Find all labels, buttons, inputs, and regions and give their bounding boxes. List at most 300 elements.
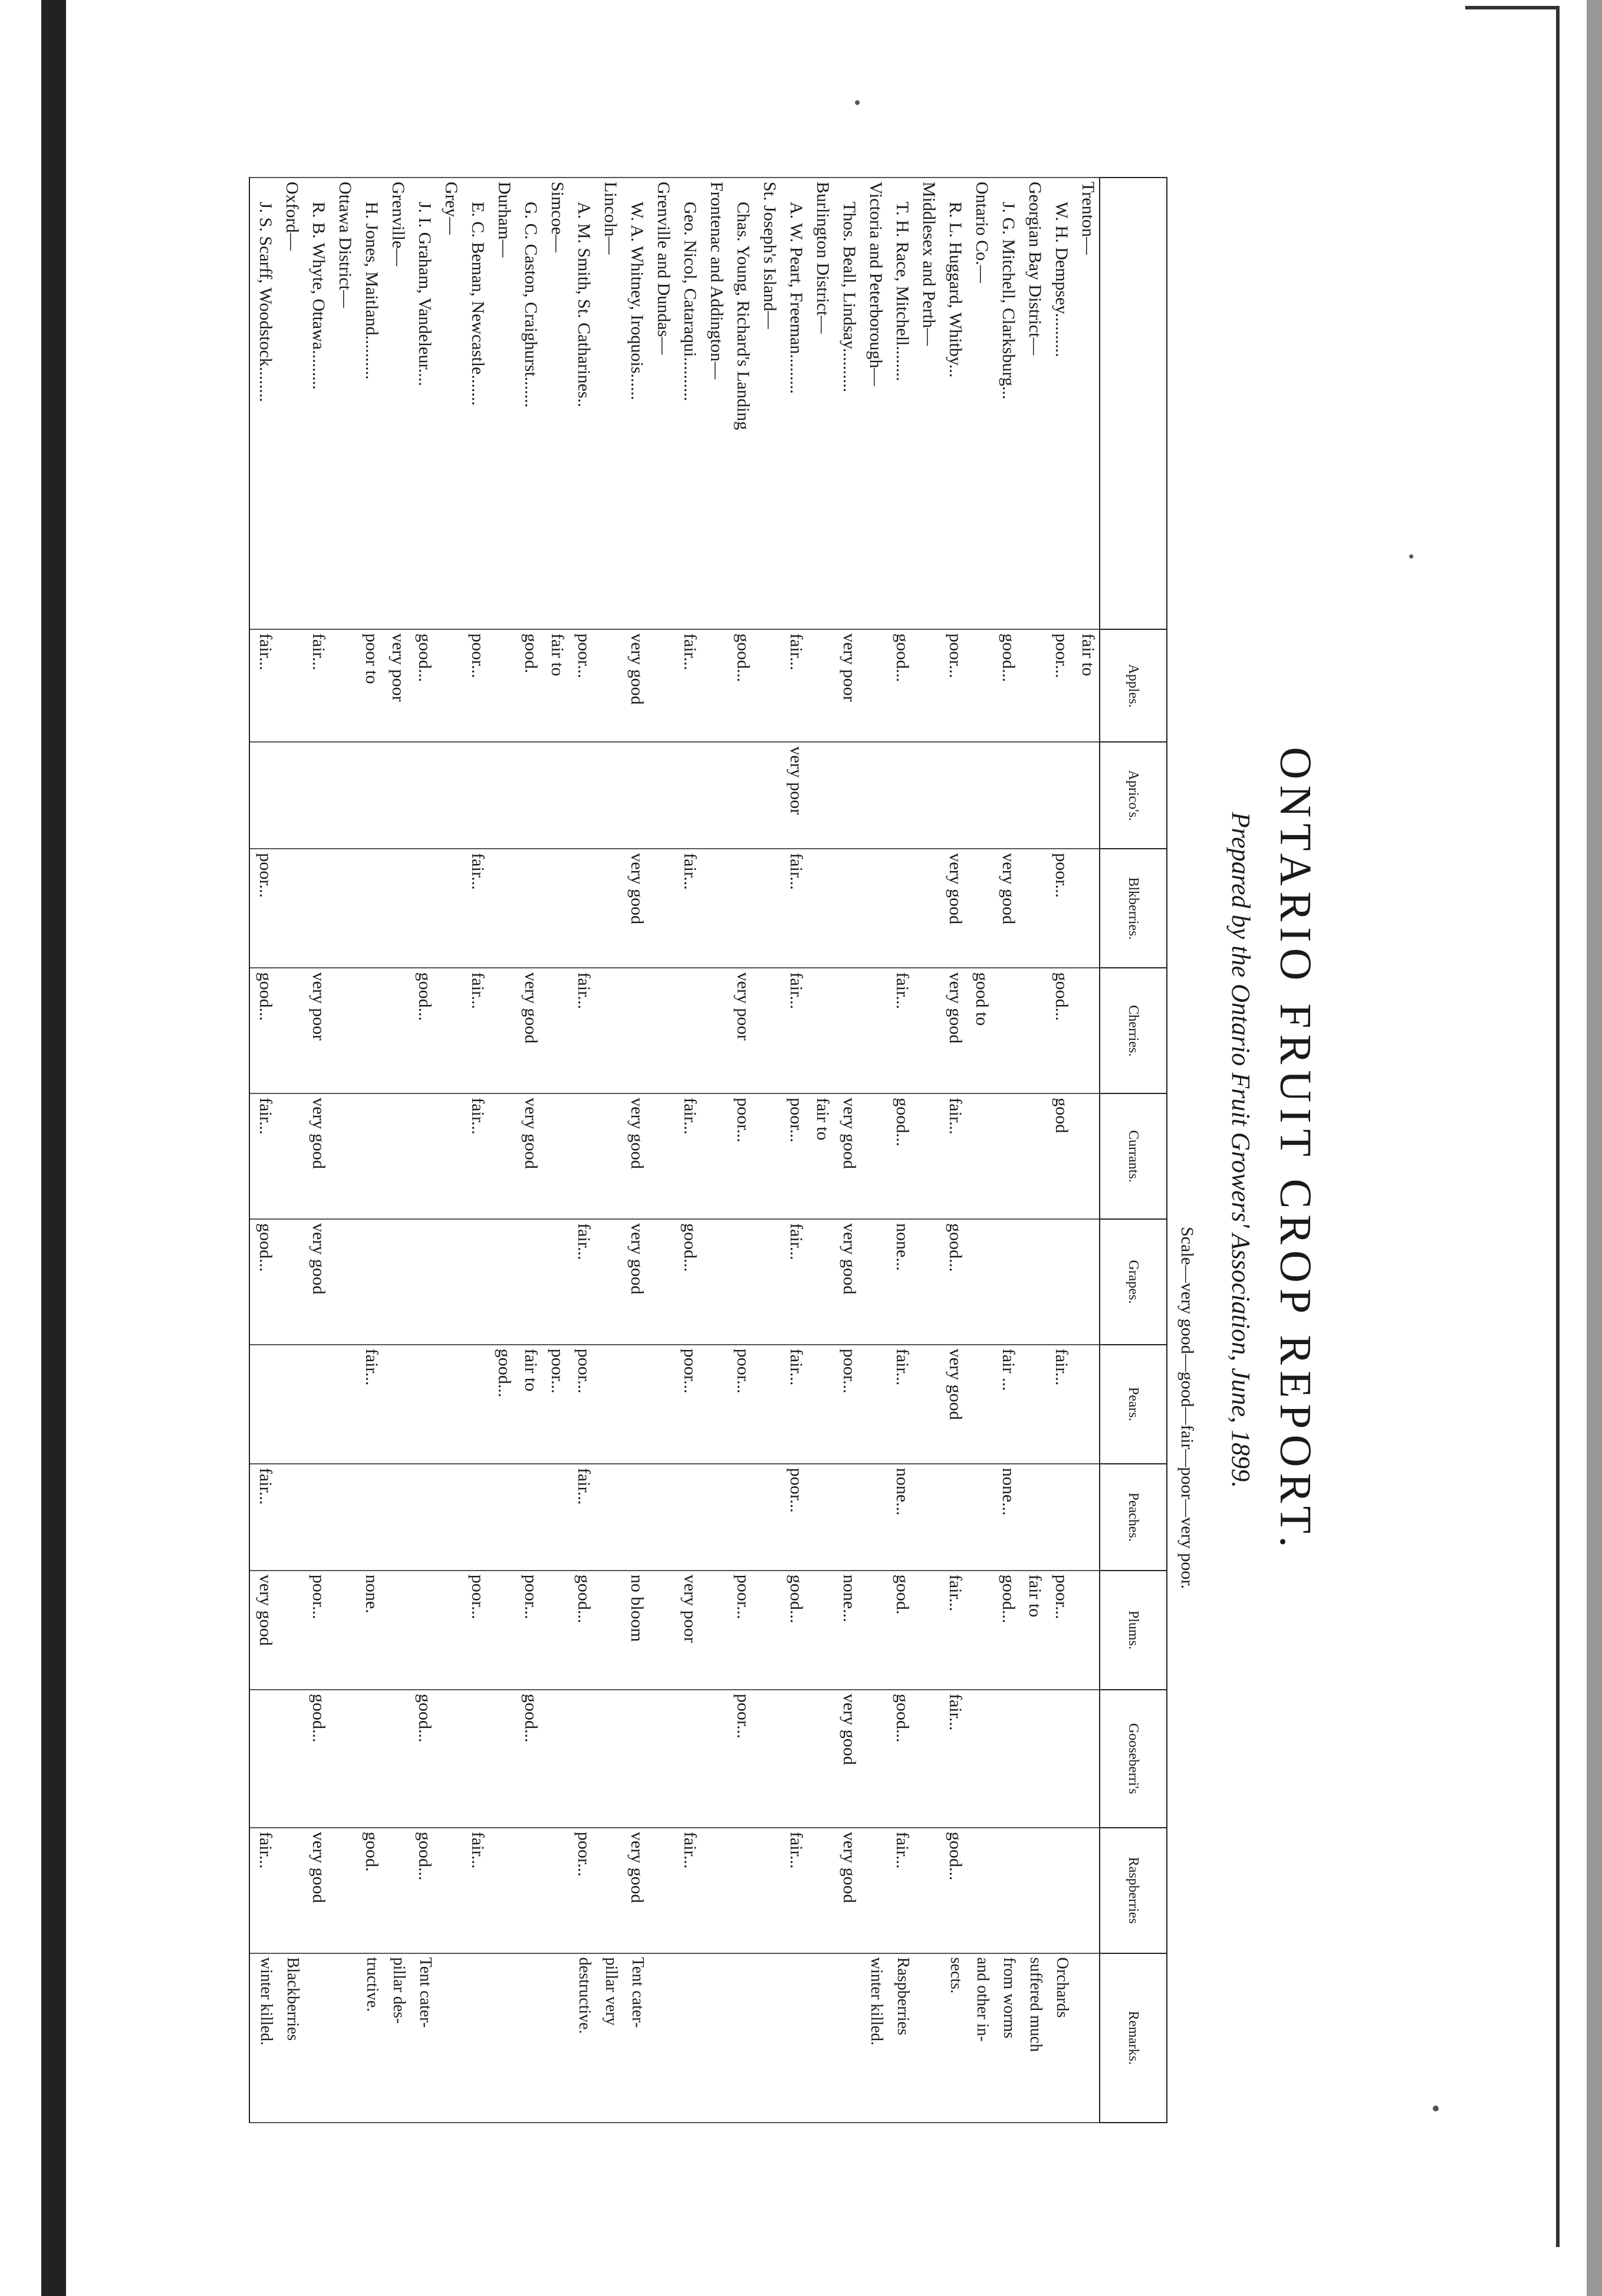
rating-cell [595, 1464, 621, 1571]
table-row [489, 178, 515, 2123]
rating-cell: very good [834, 1093, 860, 1219]
rating-cell: very poor [728, 968, 754, 1093]
rating-cell [754, 1828, 781, 1953]
rating-cell [409, 1219, 436, 1345]
report-title: ONTARIO FRUIT CROP REPORT. [1271, 747, 1320, 1553]
rating-cell [966, 1828, 993, 1953]
rating-cell: good... [728, 629, 754, 742]
rating-cell: no bloom [621, 1571, 648, 1690]
remarks-cell [675, 1953, 701, 2123]
column-header: Grapes. [1100, 1219, 1167, 1345]
column-header: Aprico's. [1100, 742, 1167, 849]
rating-cell [409, 742, 436, 849]
rating-cell: poor... [1046, 629, 1073, 742]
rating-cell: good... [887, 1093, 913, 1219]
rating-cell [436, 1345, 462, 1464]
table-row [356, 178, 383, 2123]
rating-cell [834, 1464, 860, 1571]
rating-cell [913, 1093, 940, 1219]
rating-cell: none... [887, 1464, 913, 1571]
rating-cell: fair ... [993, 1345, 1019, 1464]
rating-cell [489, 742, 515, 849]
rating-cell [542, 742, 568, 849]
rating-cell [277, 1345, 303, 1464]
rating-cell [568, 1093, 595, 1219]
location-cell: St. Joseph's Island— [754, 178, 781, 629]
rating-cell: good. [356, 1828, 383, 1953]
rating-cell [993, 1093, 1019, 1219]
rating-cell [277, 1093, 303, 1219]
rating-cell [436, 1093, 462, 1219]
rating-cell: fair... [303, 629, 330, 742]
rating-cell [1073, 1690, 1100, 1828]
rating-cell [303, 742, 330, 849]
rating-cell: poor... [675, 1345, 701, 1464]
table-row [542, 178, 568, 2123]
rating-cell [383, 1690, 409, 1828]
rating-cell: fair... [675, 629, 701, 742]
column-header: Pears. [1100, 1345, 1167, 1464]
rating-cell [754, 1571, 781, 1690]
rating-cell [277, 849, 303, 968]
rating-cell [595, 968, 621, 1093]
rating-cell [595, 1093, 621, 1219]
rating-cell [330, 968, 356, 1093]
rating-cell [1073, 849, 1100, 968]
rating-cell: fair... [675, 1828, 701, 1953]
rating-cell [701, 1828, 728, 1953]
rating-cell: good... [781, 1571, 807, 1690]
rating-cell [542, 1690, 568, 1828]
location-cell: A. M. Smith, St. Catharines.. [568, 178, 595, 629]
rating-cell [489, 1828, 515, 1953]
rating-cell: very good [834, 1828, 860, 1953]
rating-cell [754, 968, 781, 1093]
remarks-cell: Tent cater- [621, 1953, 648, 2123]
location-cell: Durham— [489, 178, 515, 629]
rating-cell [1019, 629, 1046, 742]
rating-cell: very good [940, 849, 966, 968]
column-header: Plums. [1100, 1571, 1167, 1690]
rating-cell [1073, 1464, 1100, 1571]
table-row [966, 178, 993, 2123]
rating-cell [1019, 742, 1046, 849]
rating-cell: fair... [781, 629, 807, 742]
rating-cell: good... [1046, 968, 1073, 1093]
column-header: Cherries. [1100, 968, 1167, 1093]
rating-cell [330, 1571, 356, 1690]
rating-cell [887, 742, 913, 849]
rating-cell: fair... [249, 1464, 277, 1571]
location-cell: Grey— [436, 178, 462, 629]
rating-cell: fair... [781, 1828, 807, 1953]
location-cell: Middlesex and Perth— [913, 178, 940, 629]
rating-cell [1019, 968, 1046, 1093]
rating-cell [675, 1464, 701, 1571]
rating-cell: fair... [462, 968, 489, 1093]
remarks-cell [807, 1953, 834, 2123]
scan-speck [1433, 2106, 1439, 2111]
rating-cell [436, 1464, 462, 1571]
rating-cell [383, 1571, 409, 1690]
rating-cell: poor... [728, 1571, 754, 1690]
rating-cell [462, 1219, 489, 1345]
rating-cell: fair... [940, 1571, 966, 1690]
rating-cell: good... [409, 1828, 436, 1953]
rating-cell [249, 1690, 277, 1828]
rating-cell [701, 1571, 728, 1690]
rating-cell [675, 1690, 701, 1828]
location-cell: Victoria and Peterborough— [860, 178, 887, 629]
rating-cell: fair... [887, 1828, 913, 1953]
table-row [728, 178, 754, 2123]
rating-cell [728, 742, 754, 849]
rating-cell [356, 968, 383, 1093]
rating-cell [462, 742, 489, 849]
location-cell: Simcoe— [542, 178, 568, 629]
rating-cell: good... [249, 1219, 277, 1345]
rating-cell [648, 1464, 675, 1571]
rating-cell [568, 1690, 595, 1828]
rating-cell [542, 1571, 568, 1690]
rating-cell: good... [409, 629, 436, 742]
location-cell: J. S. Scarff, Woodstock........ [249, 178, 277, 629]
rating-cell [701, 849, 728, 968]
rating-cell [383, 1464, 409, 1571]
rating-cell [383, 968, 409, 1093]
location-cell: R. L. Huggard, Whitby... [940, 178, 966, 629]
table-row [648, 178, 675, 2123]
rating-cell: good... [489, 1345, 515, 1464]
rating-cell: poor... [303, 1571, 330, 1690]
rating-cell [701, 1690, 728, 1828]
table-row [383, 178, 409, 2123]
table-body [249, 178, 1100, 2123]
rating-cell: poor... [568, 1828, 595, 1953]
scan-speck [1409, 554, 1413, 559]
rating-cell [648, 1690, 675, 1828]
rating-cell [754, 1219, 781, 1345]
rating-cell: none... [834, 1571, 860, 1690]
rating-cell [754, 1690, 781, 1828]
rating-cell [807, 629, 834, 742]
location-cell: Oxford— [277, 178, 303, 629]
column-header: Currants. [1100, 1093, 1167, 1219]
location-cell: J. I. Graham, Vandeleur.... [409, 178, 436, 629]
rating-cell [330, 1093, 356, 1219]
crop-table [249, 177, 1167, 2123]
rating-cell [383, 1345, 409, 1464]
location-cell: Chas. Young, Richard's Landing [728, 178, 754, 629]
scan-speck [855, 100, 860, 105]
crop-mark-top [1465, 6, 1560, 9]
rating-cell [913, 1571, 940, 1690]
rating-cell: good [1046, 1093, 1073, 1219]
rating-cell [728, 1828, 754, 1953]
remarks-cell: pillar very [595, 1953, 621, 2123]
rating-cell [489, 1093, 515, 1219]
rating-cell [728, 1464, 754, 1571]
rating-cell [648, 629, 675, 742]
rating-cell [1046, 1690, 1073, 1828]
rating-cell [303, 1345, 330, 1464]
rating-cell [807, 742, 834, 849]
remarks-cell: winter killed. [249, 1953, 277, 2123]
rating-cell [834, 968, 860, 1093]
rating-cell [436, 1690, 462, 1828]
rating-cell: fair... [568, 1464, 595, 1571]
rating-cell: very poor [303, 968, 330, 1093]
rating-cell [621, 968, 648, 1093]
remarks-cell: and other in- [966, 1953, 993, 2123]
rating-cell: poor... [1046, 849, 1073, 968]
rating-cell: very poor [834, 629, 860, 742]
rating-cell [303, 1464, 330, 1571]
rating-cell [595, 1828, 621, 1953]
rating-cell: poor... [728, 1690, 754, 1828]
rating-cell [409, 1464, 436, 1571]
remarks-cell: suffered much [1019, 1953, 1046, 2123]
location-cell: W. H. Dempsey.......... [1046, 178, 1073, 629]
rating-cell [330, 742, 356, 849]
rating-cell: fair to [515, 1345, 542, 1464]
location-cell: Georgian Bay District— [1019, 178, 1046, 629]
rating-cell: very good [249, 1571, 277, 1690]
rating-cell [515, 1219, 542, 1345]
rating-cell [807, 968, 834, 1093]
rating-cell: very good [621, 849, 648, 968]
remarks-cell [489, 1953, 515, 2123]
rating-cell: fair... [1046, 1345, 1073, 1464]
rating-cell [1073, 1345, 1100, 1464]
table-row [675, 178, 701, 2123]
location-cell: H. Jones, Maitland.......... [356, 178, 383, 629]
rating-cell: good... [940, 1219, 966, 1345]
rating-cell [701, 1093, 728, 1219]
rating-cell [489, 1690, 515, 1828]
rating-cell [330, 1690, 356, 1828]
remarks-cell: Raspberries [887, 1953, 913, 2123]
rating-cell [913, 742, 940, 849]
table-row [303, 178, 330, 2123]
rating-cell: poor to [356, 629, 383, 742]
rating-cell [913, 1219, 940, 1345]
rating-cell [330, 629, 356, 742]
rating-cell [754, 629, 781, 742]
rating-cell: fair... [887, 1345, 913, 1464]
rating-cell [436, 742, 462, 849]
remarks-cell [515, 1953, 542, 2123]
rating-cell [330, 1464, 356, 1571]
remarks-cell: winter killed. [860, 1953, 887, 2123]
location-cell: R. B. Whyte, Ottawa......... [303, 178, 330, 629]
rating-cell: fair to [542, 629, 568, 742]
rating-cell: very good [621, 1219, 648, 1345]
location-cell: Grenville— [383, 178, 409, 629]
table-row [860, 178, 887, 2123]
rating-cell [489, 1464, 515, 1571]
rating-cell [1046, 1219, 1073, 1345]
rating-cell: poor... [781, 1464, 807, 1571]
rating-cell [383, 1219, 409, 1345]
rating-cell: very good [834, 1219, 860, 1345]
table-row [754, 178, 781, 2123]
remarks-cell: Tent cater- [409, 1953, 436, 2123]
rating-cell: poor... [728, 1093, 754, 1219]
rating-cell [993, 742, 1019, 849]
rating-cell [913, 1464, 940, 1571]
rating-cell: fair... [462, 1828, 489, 1953]
rating-cell [648, 1093, 675, 1219]
rating-cell: very good [303, 1828, 330, 1953]
rating-cell: poor... [542, 1345, 568, 1464]
rating-cell: none... [993, 1464, 1019, 1571]
rating-cell: good... [675, 1219, 701, 1345]
location-cell: Thos. Beall, Lindsay.......... [834, 178, 860, 629]
rating-cell [728, 1219, 754, 1345]
remarks-cell: from worms [993, 1953, 1019, 2123]
remarks-cell [542, 1953, 568, 2123]
rating-cell [648, 1828, 675, 1953]
rating-cell [568, 742, 595, 849]
rating-cell: good... [887, 1690, 913, 1828]
rating-cell: fair to [1019, 1571, 1046, 1690]
rating-cell [781, 1690, 807, 1828]
rating-cell [807, 1828, 834, 1953]
rating-cell [621, 1464, 648, 1571]
rating-cell [462, 1464, 489, 1571]
table-row [621, 178, 648, 2123]
rating-cell [489, 968, 515, 1093]
rating-cell [330, 1219, 356, 1345]
rating-cell [860, 1345, 887, 1464]
rating-cell [860, 629, 887, 742]
rating-cell [515, 1464, 542, 1571]
rating-cell [409, 1571, 436, 1690]
table-row [1073, 178, 1100, 2123]
rating-cell [409, 1093, 436, 1219]
rating-cell [595, 742, 621, 849]
rating-cell [966, 742, 993, 849]
rating-cell [913, 1828, 940, 1953]
rating-cell: none. [356, 1571, 383, 1690]
rating-cell: good... [993, 1571, 1019, 1690]
rating-cell [383, 1828, 409, 1953]
rating-cell [277, 1219, 303, 1345]
rating-cell [1019, 1464, 1046, 1571]
column-header: Apples. [1100, 629, 1167, 742]
rating-cell: good... [409, 968, 436, 1093]
rating-cell [860, 1690, 887, 1828]
rating-cell: fair... [887, 968, 913, 1093]
rating-cell [356, 1093, 383, 1219]
rating-cell [648, 849, 675, 968]
rating-cell [1046, 1464, 1073, 1571]
rating-cell [330, 1345, 356, 1464]
rating-cell [993, 1690, 1019, 1828]
rating-cell [1019, 1219, 1046, 1345]
rating-cell [887, 849, 913, 968]
rating-cell: very poor [675, 1571, 701, 1690]
rating-cell [621, 1690, 648, 1828]
report-subtitle: Prepared by the Ontario Fruit Growers' Association, June, 1899. [1226, 812, 1255, 1489]
rating-cell [595, 1571, 621, 1690]
rating-cell [701, 1345, 728, 1464]
rating-cell [356, 1464, 383, 1571]
location-cell: Frontenac and Addington— [701, 178, 728, 629]
table-row [834, 178, 860, 2123]
remarks-cell [1073, 1953, 1100, 2123]
rating-cell: good to [966, 968, 993, 1093]
rating-cell [913, 968, 940, 1093]
remarks-cell: sects. [940, 1953, 966, 2123]
rating-cell [436, 968, 462, 1093]
remarks-cell [781, 1953, 807, 2123]
rating-cell: very good [940, 1345, 966, 1464]
rating-cell [568, 849, 595, 968]
rating-cell [993, 968, 1019, 1093]
rating-cell [542, 1464, 568, 1571]
rating-cell [675, 742, 701, 849]
remarks-cell: destructive. [568, 1953, 595, 2123]
rating-cell [1073, 968, 1100, 1093]
column-header: Remarks. [1100, 1953, 1167, 2123]
rating-cell [1073, 1828, 1100, 1953]
rating-cell: fair... [568, 1219, 595, 1345]
table-row [887, 178, 913, 2123]
rating-cell: fair... [675, 849, 701, 968]
table-row [940, 178, 966, 2123]
rating-cell: poor... [834, 1345, 860, 1464]
rating-cell [515, 742, 542, 849]
rating-cell [913, 1690, 940, 1828]
rating-cell: very good [834, 1690, 860, 1828]
location-cell: Lincoln— [595, 178, 621, 629]
rating-cell [356, 849, 383, 968]
rating-cell [834, 849, 860, 968]
rating-cell [860, 1093, 887, 1219]
location-cell: J. G. Mitchell, Clarksburg... [993, 178, 1019, 629]
rating-cell [1019, 849, 1046, 968]
rating-cell: very good [940, 968, 966, 1093]
rating-cell [860, 742, 887, 849]
rating-cell [701, 1464, 728, 1571]
rating-cell [860, 849, 887, 968]
rating-cell: good... [249, 968, 277, 1093]
rating-cell [1073, 1571, 1100, 1690]
rating-cell: very good [621, 629, 648, 742]
remarks-cell: Orchards [1046, 1953, 1073, 2123]
rating-cell [621, 1345, 648, 1464]
rating-cell: fair... [462, 1093, 489, 1219]
rating-cell: fair... [356, 1345, 383, 1464]
rating-cell [966, 1219, 993, 1345]
column-header [1100, 178, 1167, 629]
rating-cell: fair to [807, 1093, 834, 1219]
rating-cell [383, 1093, 409, 1219]
rating-cell [834, 742, 860, 849]
rating-cell: poor... [462, 629, 489, 742]
rating-scale: Scale—very good—good—fair—poor—very poor. [1177, 1227, 1197, 1589]
rating-cell [249, 1345, 277, 1464]
rating-cell [542, 968, 568, 1093]
rating-cell: fair... [249, 1828, 277, 1953]
rating-cell [966, 1345, 993, 1464]
rating-cell [754, 1093, 781, 1219]
rating-cell [1019, 1828, 1046, 1953]
rating-cell [542, 1219, 568, 1345]
remarks-cell [754, 1953, 781, 2123]
